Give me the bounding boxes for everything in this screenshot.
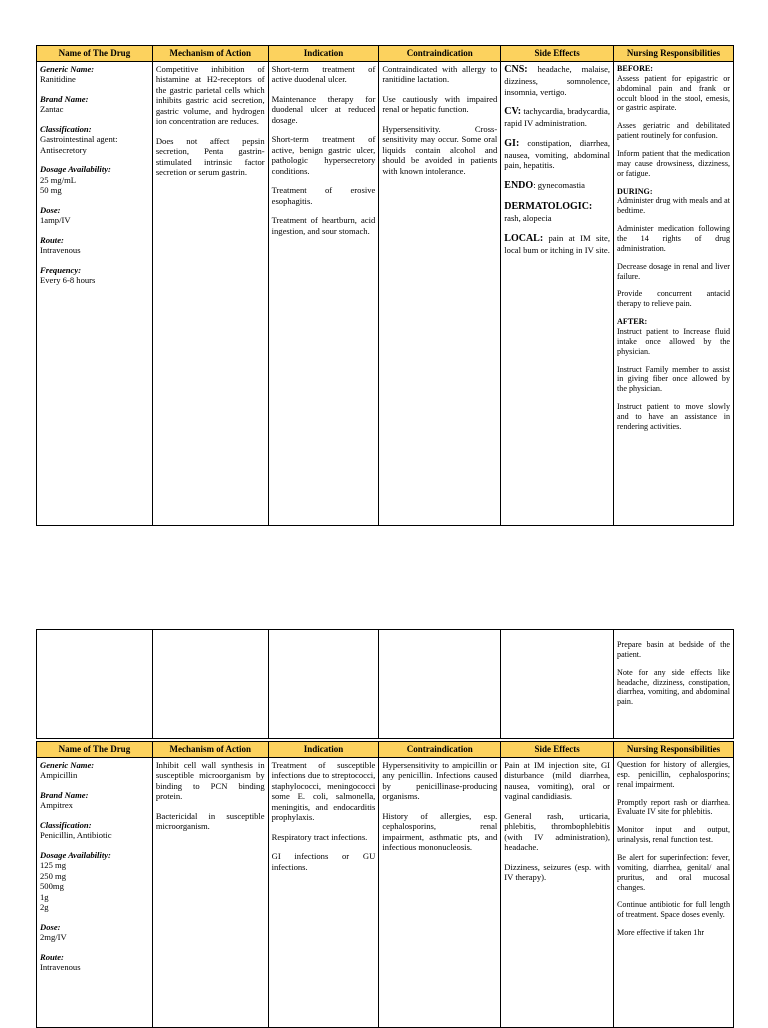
nursing-item (617, 224, 730, 254)
side-effects-cell (501, 757, 614, 1027)
header-row (37, 46, 734, 62)
brand-name-value: Zantac (40, 104, 64, 115)
contraindication-cell (379, 61, 501, 525)
nursing-text: Provide concurrent antacid therapy to relieve pain. (617, 289, 730, 309)
generic-name-value: Ranitidine (40, 74, 76, 85)
dosage-value: 125 mg 250 mg 500mg 1g 2g (40, 860, 67, 913)
mechanism-paragraph: Does not affect pepsin secretion, Penta gastrin-stimulated intrinsic factor secretion or serum gastrin. (155, 135, 265, 178)
side-effect-item (504, 233, 610, 256)
generic-name-value: Ampicillin (40, 770, 78, 781)
side-effect-text: constipation, diarrhea, nausea, vomiting, abdominal pain, hepatitis. (504, 137, 611, 171)
side-effect-paragraph: Pain at IM injection site, GI disturbance (mild diarrhea, nausea, vomiting), oral or vaginal candidiasis. (504, 759, 611, 802)
mechanism-cell (152, 61, 268, 525)
nursing-text: Asses geriatric and debilitated patient routinely for confusion. (617, 121, 730, 141)
indication-paragraph: Treatment of heartburn, acid ingestion, and sour stomach. (271, 215, 376, 236)
indication-paragraph: Short-term treatment of active, benign gastric ulcer, pathologic hypersecretory conditions. (271, 134, 376, 176)
side-effect-text: tachycardia, bradycardia, rapid IV administration. (504, 106, 611, 129)
nursing-text: Instruct patient to Increase fluid intake once allowed by the physician. (617, 327, 730, 356)
side-effect-text: rash, alopecia (504, 213, 552, 224)
empty-cell (37, 630, 153, 739)
nursing-cell (614, 61, 734, 525)
side-effect-item (504, 180, 610, 192)
header-nursing: Nursing Responsibilities (614, 742, 734, 758)
nursing-text: More effective if taken 1hr (617, 928, 705, 938)
dose-value: 1amp/IV (40, 215, 71, 226)
nursing-text: Be alert for superinfection: fever, vomiting, diarrhea, genital/ anal pruritus, and oral mucosal changes. (617, 852, 730, 892)
nursing-text: Prepare basin at bedside of the patient. (617, 640, 730, 659)
side-effect-heading: CV: (504, 106, 522, 118)
header-side-effects: Side Effects (501, 742, 614, 758)
side-effect-heading: CNS: (504, 63, 528, 75)
side-effect-text: pain at IM site, local bum or itching in IV site. (504, 232, 611, 255)
header-row (37, 742, 734, 758)
nursing-item (617, 64, 730, 113)
dose-value: 2mg/IV (40, 932, 67, 943)
side-effect-heading: ENDO (504, 179, 534, 191)
empty-cell (379, 630, 501, 739)
side-effect-item (504, 64, 610, 97)
classification-value: Gastrointestinal agent: Antisecretory (40, 134, 118, 155)
nursing-text: Assess patient for epigastric or abdominal pain and frank or occult blood in the stool, emesis, or gastric aspirate. (617, 73, 730, 113)
nursing-text: Inform patient that the medication may cause drowsiness, dizziness, or fatigue. (617, 148, 730, 178)
mechanism-paragraph: Inhibit cell wall synthesis in susceptible microorganism by binding to PCN binding protein. (155, 759, 265, 802)
contraindication-paragraph: History of allergies, esp. cephalosporins, renal impairment, asthmatic pts, and infectious mononucleosis. (382, 810, 498, 853)
side-effect-heading: GI: (504, 137, 520, 149)
header-contraindication: Contraindication (379, 742, 501, 758)
contraindication-cell (379, 757, 501, 1027)
route-value: Intravenous (40, 962, 81, 973)
nursing-phase-heading: AFTER: (617, 317, 648, 327)
side-effect-heading: DERMATOLOGIC: (504, 201, 593, 213)
nursing-item (617, 262, 730, 282)
nursing-text: Administer medication following the 14 rights of drug administration. (617, 224, 730, 253)
nursing-text: Instruct patient to move slowly and to have an assistance in rendering activities. (617, 402, 730, 431)
drug-row (37, 757, 734, 1027)
header-mechanism: Mechanism of Action (152, 742, 268, 758)
nursing-text: Monitor input and output, urinalysis, renal function test. (617, 825, 730, 845)
side-effect-text: : gynecomastia (533, 179, 585, 190)
empty-cell (268, 630, 379, 739)
header-mechanism: Mechanism of Action (152, 46, 268, 62)
indication-paragraph: Treatment of susceptible infections due to streptococci, staphylococci, meningococci some E. coli, salmonella, meningitis, and endocarditis prophylaxis. (271, 759, 376, 823)
nursing-text: Administer drug with meals and at bedtime. (617, 196, 730, 216)
nursing-item (617, 365, 730, 395)
indication-paragraph: Respiratory tract infections. (271, 831, 368, 842)
ranitidine-table (36, 45, 734, 526)
brand-name-label: Brand Name: (40, 93, 89, 104)
contraindication-paragraph: Use cautiously with impaired renal or hepatic function. (382, 93, 498, 115)
indication-paragraph: GI infections or GU infections. (271, 851, 376, 872)
mechanism-cell (152, 757, 268, 1027)
classification-label: Classification: (40, 819, 92, 830)
header-indication: Indication (268, 46, 379, 62)
indication-paragraph: Short-term treatment of active duodenal ulcer. (271, 63, 376, 85)
header-contraindication: Contraindication (379, 46, 501, 62)
frequency-label: Frequency: (40, 264, 82, 275)
header-indication: Indication (268, 742, 379, 758)
nursing-item (617, 149, 730, 179)
drug-name-cell (37, 757, 153, 1027)
contraindication-paragraph: Contraindicated with allergy to ranitidine lactation. (382, 63, 498, 85)
side-effect-paragraph: General rash, urticaria, phlebitis, thrombophlebitis (with IV administration), headache. (504, 810, 611, 853)
header-nursing: Nursing Responsibilities (614, 46, 734, 62)
nursing-text: Decrease dosage in renal and liver failure. (617, 261, 730, 281)
nursing-continuation-cell (614, 630, 734, 739)
nursing-item (617, 402, 730, 432)
indication-paragraph: Maintenance therapy for duodenal ulcer at reduced dosage. (271, 93, 376, 125)
nursing-text: Continue antibiotic for full length of treatment. Space doses evenly. (617, 900, 730, 920)
dose-label: Dose: (40, 921, 61, 932)
side-effects-cell (501, 61, 614, 525)
generic-name-label: Generic Name: (40, 63, 95, 74)
contraindication-paragraph: Hypersensitivity to ampicillin or any penicillin. Infections caused by penicillinase-producing organisms. (382, 759, 498, 802)
nursing-cell (614, 757, 734, 1027)
indication-cell (268, 757, 379, 1027)
header-side-effects: Side Effects (501, 46, 614, 62)
route-label: Route: (40, 951, 64, 962)
empty-cell (152, 630, 268, 739)
nursing-item (617, 289, 730, 309)
route-value: Intravenous (40, 245, 81, 256)
dosage-label: Dosage Availability: (40, 849, 111, 860)
frequency-value: Every 6-8 hours (40, 275, 96, 286)
side-effect-heading: LOCAL: (504, 232, 544, 244)
side-effect-item (504, 138, 610, 171)
nursing-item (617, 317, 730, 356)
side-effect-text: headache, malaise, dizziness, somnolence, insomnia, vertigo. (504, 63, 611, 97)
nursing-item (617, 187, 730, 217)
side-effect-item (504, 201, 610, 224)
indication-paragraph: Treatment of erosive esophagitis. (271, 185, 376, 206)
dosage-label: Dosage Availability: (40, 164, 111, 175)
indication-cell (268, 61, 379, 525)
ranitidine-continuation-table (36, 629, 734, 739)
dosage-value: 25 mg/mL 50 mg (40, 174, 77, 196)
continuation-row (37, 630, 734, 739)
nursing-text: Instruct Family member to assist in giving fiber once allowed by the physician. (617, 364, 730, 394)
header-drug-name: Name of The Drug (37, 46, 153, 62)
side-effect-item (504, 106, 610, 129)
mechanism-paragraph: Competitive inhibition of histamine at H2-receptors of the gastric parietal cells which inhibits gastric acid secretion, gastric volume, and hydrogen ion concentration are reduces. (155, 63, 265, 127)
mechanism-paragraph: Bactericidal in susceptible microorganism. (155, 810, 265, 832)
empty-cell (501, 630, 614, 739)
nursing-item (617, 121, 730, 141)
side-effect-paragraph: Dizziness, seizures (esp. with IV therapy). (504, 861, 611, 883)
nursing-text: Note for any side effects like headache, dizziness, constipation, diarrhea, vomiting, and abdominal pain. (617, 667, 730, 707)
nursing-phase-heading: BEFORE: (617, 63, 654, 73)
drug-row (37, 61, 734, 525)
drug-name-cell (37, 61, 153, 525)
nursing-phase-heading: DURING: (617, 186, 653, 196)
route-label: Route: (40, 234, 64, 245)
brand-name-value: Ampitrex (40, 800, 73, 811)
dose-label: Dose: (40, 204, 61, 215)
nursing-text: Promptly report rash or diarrhea. Evaluate IV site for phlebitis. (617, 797, 730, 817)
brand-name-label: Brand Name: (40, 789, 89, 800)
ampicillin-table (36, 741, 734, 1028)
generic-name-label: Generic Name: (40, 759, 95, 770)
header-drug-name: Name of The Drug (37, 742, 153, 758)
classification-value: Penicillin, Antibiotic (40, 830, 112, 841)
nursing-text: Question for history of allergies, esp. penicillin, cephalosporins; renal impairment. (617, 759, 730, 789)
contraindication-paragraph: Hypersensitivity. Cross-sensitivity may occur. Some oral liquids contain alcohol and should be avoided in patients with known intolerance. (382, 123, 498, 176)
classification-label: Classification: (40, 123, 92, 134)
